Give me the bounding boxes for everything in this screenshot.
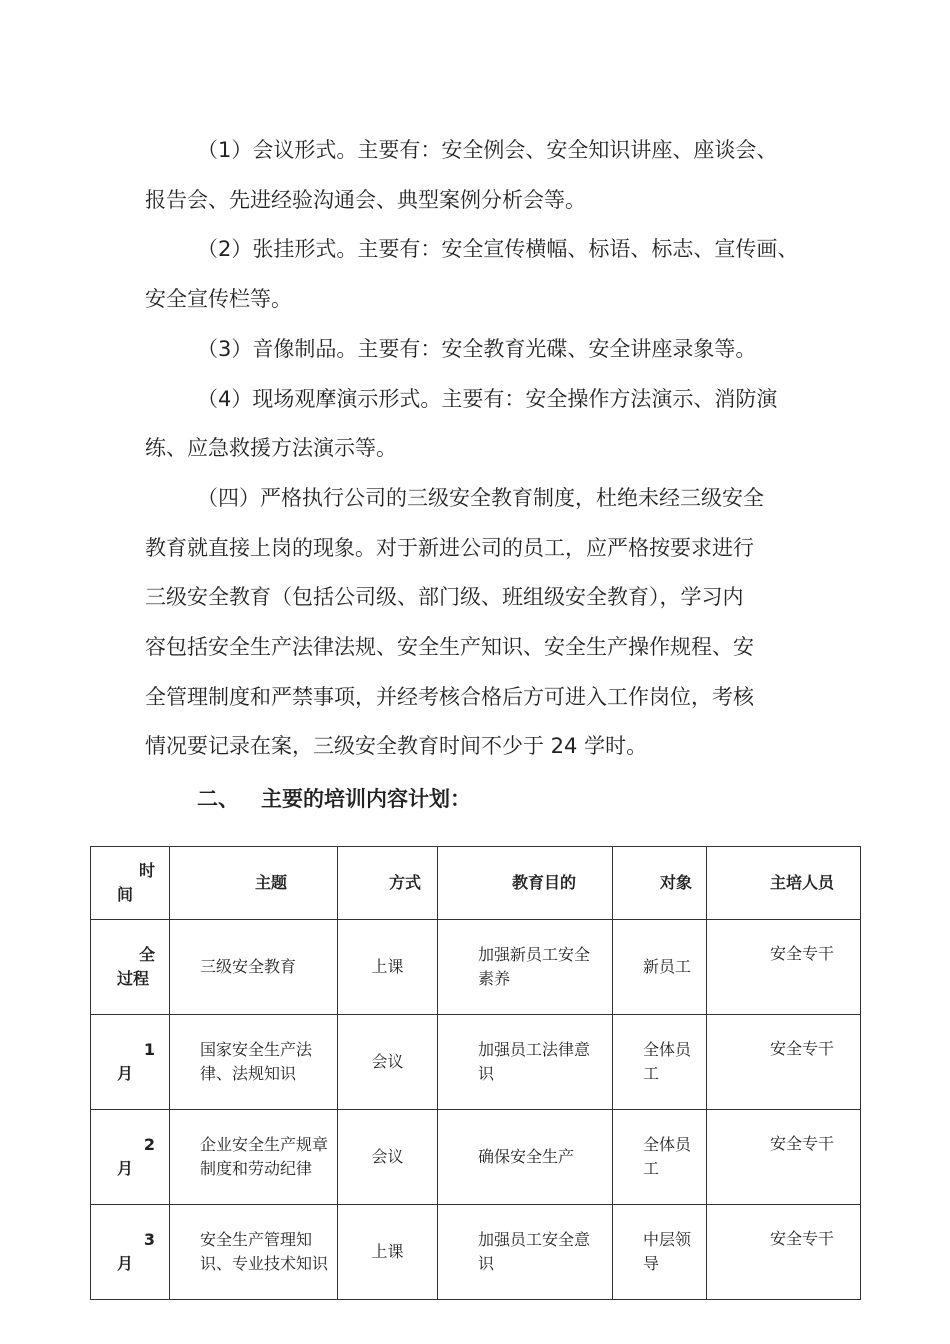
cell-topic: 国家安全生产法律、法规知识	[170, 1015, 338, 1110]
cell-host: 安全专干	[707, 920, 861, 1015]
section-number: 二、	[197, 787, 239, 811]
header-method: 方式	[338, 847, 438, 920]
cell-host: 安全专干	[707, 1015, 861, 1110]
section-title: 主要的培训内容计划：	[261, 787, 471, 811]
cell-method: 会议	[338, 1015, 438, 1110]
section-heading	[197, 785, 877, 813]
paragraph-line: 情况要记录在案，三级安全教育时间不少于 24 学时。	[145, 734, 648, 758]
paragraph-line: （1）会议形式。主要有：安全例会、安全知识讲座、座谈会、	[197, 138, 778, 162]
paragraph-line: 教育就直接上岗的现象。对于新进公司的员工，应严格按要求进行	[145, 536, 754, 560]
paragraph-line: （四）严格执行公司的三级安全教育制度，杜绝未经三级安全	[197, 486, 764, 510]
table-row	[91, 920, 861, 1015]
paragraph-line: （3）音像制品。主要有：安全教育光碟、安全讲座录象等。	[197, 337, 757, 361]
cell-time: 2 月	[91, 1110, 170, 1205]
cell-host: 安全专干	[707, 1110, 861, 1205]
header-target: 对象	[613, 847, 707, 920]
header-topic: 主题	[170, 847, 338, 920]
cell-goal: 加强员工安全意识	[438, 1205, 613, 1300]
paragraph-line: 安全宣传栏等。	[145, 287, 292, 311]
paragraph-line: （4）现场观摩演示形式。主要有：安全操作方法演示、消防演	[197, 387, 778, 411]
paragraph-line: 全管理制度和严禁事项，并经考核合格后方可进入工作岗位，考核	[145, 685, 754, 709]
paragraph-line: 容包括安全生产法律法规、安全生产知识、安全生产操作规程、安	[145, 635, 754, 659]
cell-target: 全体员工	[613, 1110, 707, 1205]
cell-method: 上课	[338, 920, 438, 1015]
cell-topic: 安全生产管理知识、专业技术知识	[170, 1205, 338, 1300]
header-time: 时 间	[91, 847, 170, 920]
cell-topic: 企业安全生产规章制度和劳动纪律	[170, 1110, 338, 1205]
cell-time: 全 过程	[91, 920, 170, 1015]
table-row	[91, 1015, 861, 1110]
cell-method: 会议	[338, 1110, 438, 1205]
table-row	[91, 1205, 861, 1300]
cell-goal: 加强员工法律意识	[438, 1015, 613, 1110]
cell-target: 新员工	[613, 920, 707, 1015]
cell-method: 上课	[338, 1205, 438, 1300]
training-plan-table	[90, 846, 861, 1300]
paragraph-line: 报告会、先进经验沟通会、典型案例分析会等。	[145, 188, 586, 212]
paragraph-line: （2）张挂形式。主要有：安全宣传横幅、标语、标志、宣传画、	[197, 237, 799, 261]
cell-host: 安全专干	[707, 1205, 861, 1300]
header-goal: 教育目的	[438, 847, 613, 920]
cell-target: 全体员工	[613, 1015, 707, 1110]
header-host: 主培人员	[707, 847, 861, 920]
cell-goal: 加强新员工安全素养	[438, 920, 613, 1015]
cell-target: 中层领导	[613, 1205, 707, 1300]
cell-goal: 确保安全生产	[438, 1110, 613, 1205]
cell-time: 1 月	[91, 1015, 170, 1110]
paragraph-line: 三级安全教育（包括公司级、部门级、班组级安全教育），学习内	[145, 585, 744, 609]
paragraph-line: 练、应急救援方法演示等。	[145, 436, 397, 460]
table-row	[91, 1110, 861, 1205]
table-header-row	[91, 847, 861, 920]
cell-time: 3 月	[91, 1205, 170, 1300]
cell-topic: 三级安全教育	[170, 920, 338, 1015]
